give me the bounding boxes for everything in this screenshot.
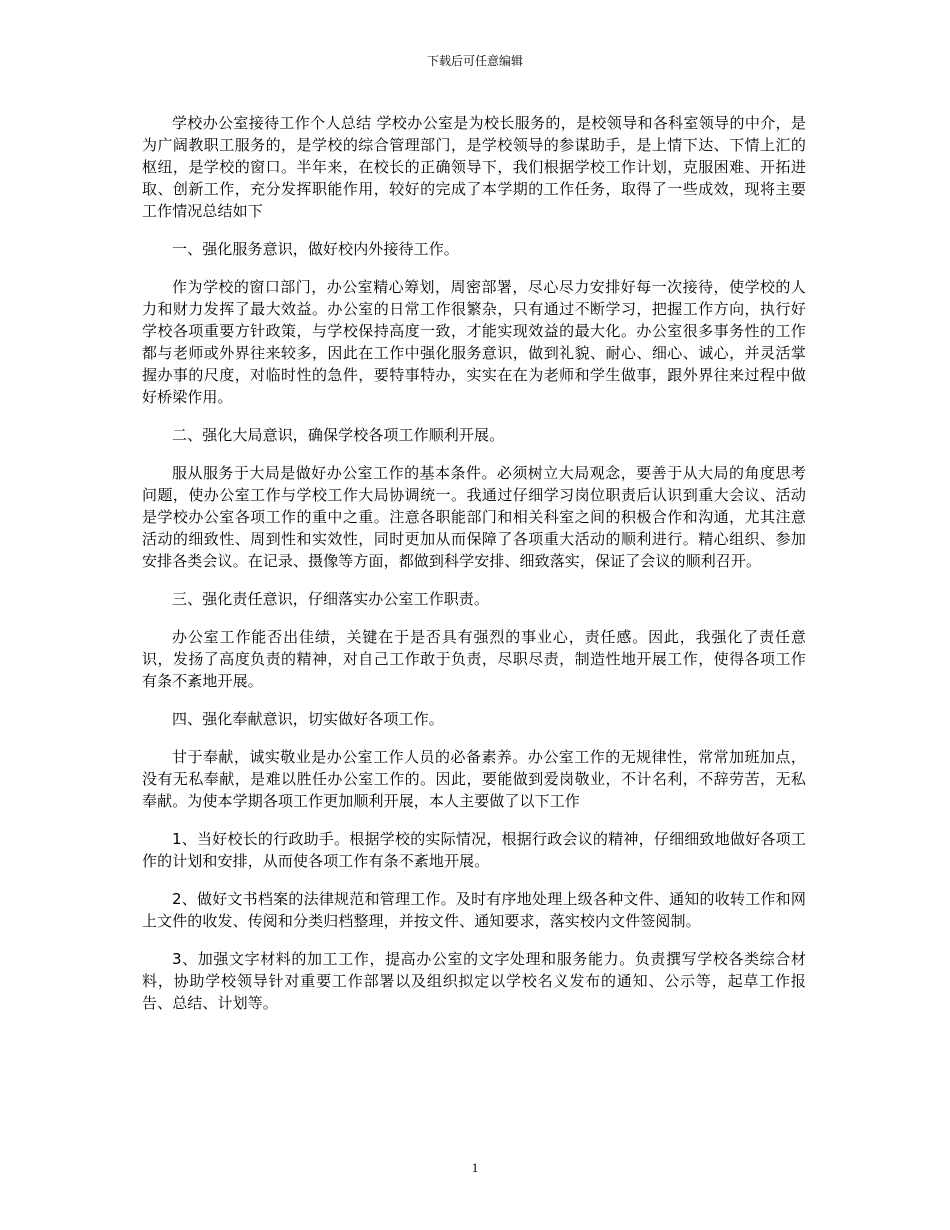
paragraph-section-1: 作为学校的窗口部门，办公室精心筹划，周密部署，尽心尽力安排好每一次接待，使学校的人力和财力发挥了最大效益。办公室的日常工作很繁杂，只有通过不断学习，把握工作方向，执行好学校各项重要方针政策，与学校保持高度一致，才能实现效益的最大化。办公室很多事务性的工作都与老师或外界往来较多，因此在工作中强化服务意识，做到礼貌、耐心、细心、诚心，并灵活掌握办事的尺度，对临时性的急件，要特事特办，实实在在为老师和学生做事，跟外界往来过程中做好桥梁作用。 xyxy=(142,278,806,406)
section-heading-3: 三、强化责任意识，仔细落实办公室工作职责。 xyxy=(172,590,490,608)
list-item-2: 2、做好文书档案的法律规范和管理工作。及时有序地处理上级各种文件、通知的收转工作和网上文件的收发、传阅和分类归档整理，并按文件、通知要求，落实校内文件签阅制。 xyxy=(142,890,806,930)
paragraph-section-4: 甘于奉献，诚实敬业是办公室工作人员的必备素养。办公室工作的无规律性，常常加班加点，没有无私奉献，是难以胜任办公室工作的。因此，要能做到爱岗敬业，不计名利，不辞劳苦，无私奉献。为使本学期各项工作更加顺利开展，本人主要做了以下工作 xyxy=(142,748,806,810)
paragraph-intro: 学校办公室接待工作个人总结 学校办公室是为校长服务的，是校领导和各科室领导的中介，是为广阔教职工服务的，是学校的综合管理部门，是学校领导的参谋助手，是上情下达、下情上汇的枢纽，是学校的窗口。半年来，在校长的正确领导下，我们根据学校工作计划，克服困难、开拓进取、创新工作，充分发挥职能作用，较好的完成了本学期的工作任务，取得了一些成效，现将主要工作情况总结如下 xyxy=(142,114,806,220)
section-heading-2: 二、强化大局意识，确保学校各项工作顺利开展。 xyxy=(172,426,505,444)
list-item-3: 3、加强文字材料的加工工作，提高办公室的文字处理和服务能力。负责撰写学校各类综合材料，协助学校领导针对重要工作部署以及组织拟定以学校名义发布的通知、公示等，起草工作报告、总结、计划等。 xyxy=(142,950,806,1012)
section-heading-4: 四、强化奉献意识，切实做好各项工作。 xyxy=(172,710,444,728)
document-body xyxy=(142,112,806,1030)
page-number: 1 xyxy=(471,1160,479,1175)
section-heading-1: 一、强化服务意识，做好校内外接待工作。 xyxy=(172,240,459,258)
list-item-1: 1、当好校长的行政助手。根据学校的实际情况，根据行政会议的精神，仔细细致地做好各项工作的计划和安排，从而使各项工作有条不紊地开展。 xyxy=(142,830,806,870)
paragraph-section-2: 服从服务于大局是做好办公室工作的基本条件。必须树立大局观念，要善于从大局的角度思考问题，使办公室工作与学校工作大局协调统一。我通过仔细学习岗位职责后认识到重大会议、活动是学校办公室各项工作的重中之重。注意各职能部门和相关科室之间的积极合作和沟通，尤其注意活动的细致性、周到性和实效性，同时更加从而保障了各项重大活动的顺利进行。精心组织、参加安排各类会议。在记录、摄像等方面，都做到科学安排、细致落实，保证了会议的顺利召开。 xyxy=(142,464,806,570)
paragraph-section-3: 办公室工作能否出佳绩，关键在于是否具有强烈的事业心，责任感。因此，我强化了责任意识，发扬了高度负责的精神，对自己工作敢于负责，尽职尽责，制造性地开展工作，使得各项工作有条不紊地开展。 xyxy=(142,628,806,690)
page-header: 下载后可任意编辑 xyxy=(426,54,523,68)
